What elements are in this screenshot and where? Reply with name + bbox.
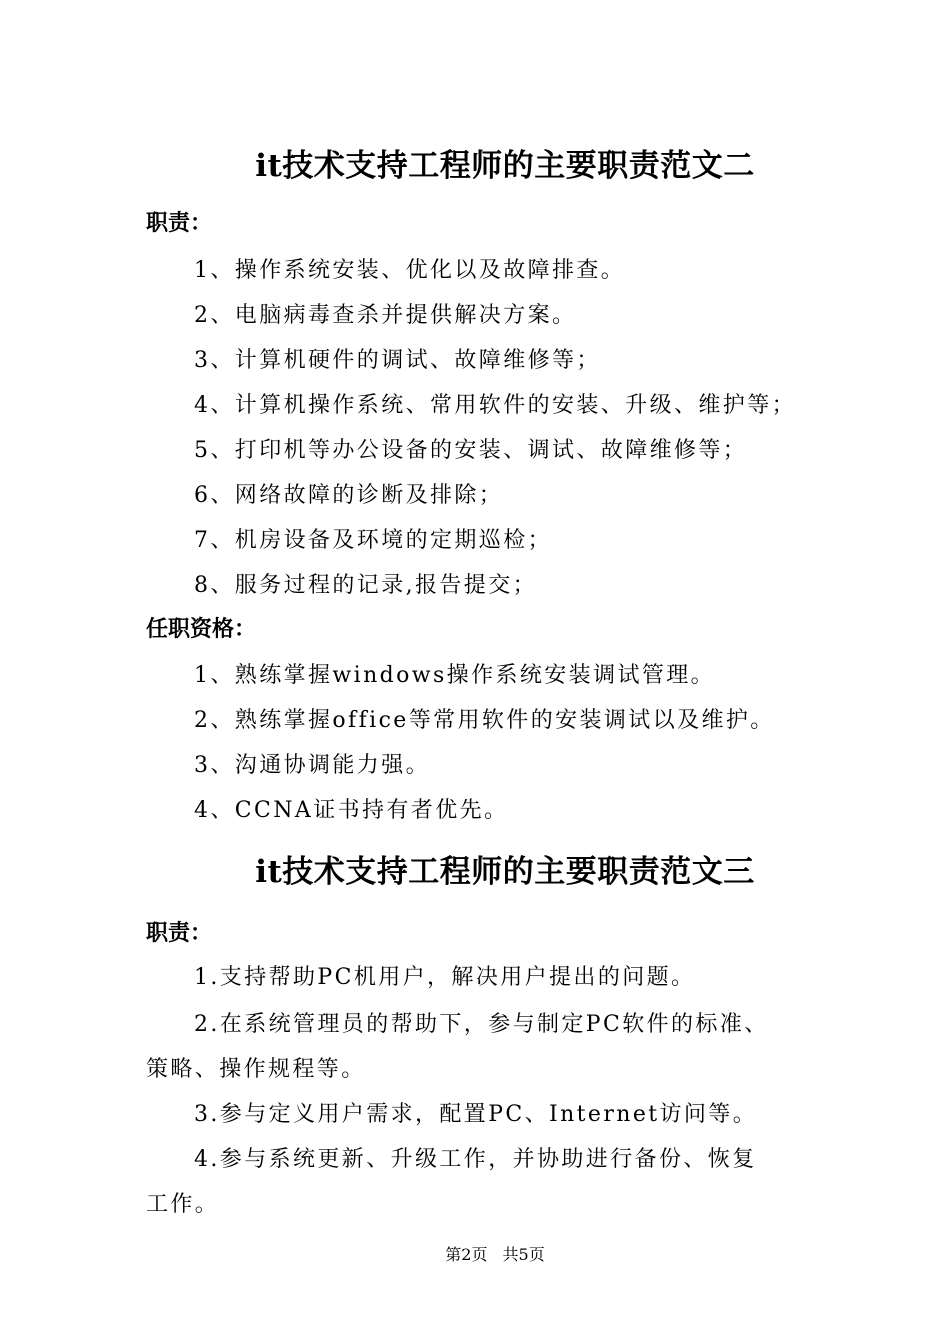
section3-item: 2.在系统管理员的帮助下，参与制定PC软件的标准、 [194,1012,769,1037]
duty-item: 6、网络故障的诊断及排除； [194,483,504,508]
page-total: 共5页 [502,1245,545,1264]
duty-item: 2、电脑病毒查杀并提供解决方案。 [194,303,577,328]
qualification-item: 3、沟通协调能力强。 [194,753,430,778]
page-number: 第2页 [445,1245,488,1264]
section2-title: it技术支持工程师的主要职责范文二 [255,148,755,184]
qualification-item: 2、熟练掌握office等常用软件的安装调试以及维护。 [194,708,775,733]
section3-item: 4.参与系统更新、升级工作，并协助进行备份、恢复 [194,1147,757,1172]
section3-item-continuation: 工作。 [146,1192,220,1217]
duty-item: 1、操作系统安装、优化以及故障排查。 [194,258,626,283]
section3-item: 1.支持帮助PC机用户，解决用户提出的问题。 [194,965,696,990]
page-footer [0,1242,950,1265]
duty-item: 8、服务过程的记录,报告提交； [194,573,537,598]
section2-duties-heading: 职责： [146,210,213,236]
qualification-item: 4、CCNA证书持有者优先。 [194,798,509,823]
duty-item: 7、机房设备及环境的定期巡检； [194,528,552,553]
section2-qualifications-heading: 任职资格： [146,616,257,642]
duty-item: 4、计算机操作系统、常用软件的安装、升级、维护等； [194,393,796,418]
section3-item-continuation: 策略、操作规程等。 [146,1057,366,1082]
section3-duties-heading: 职责： [146,920,213,946]
section3-title: it技术支持工程师的主要职责范文三 [255,854,755,890]
section3-item: 3.参与定义用户需求，配置PC、Internet访问等。 [194,1102,758,1127]
duty-item: 3、计算机硬件的调试、故障维修等； [194,348,601,373]
duty-item: 5、打印机等办公设备的安装、调试、故障维修等； [194,438,748,463]
qualification-item: 1、熟练掌握windows操作系统安装调试管理。 [194,663,716,688]
